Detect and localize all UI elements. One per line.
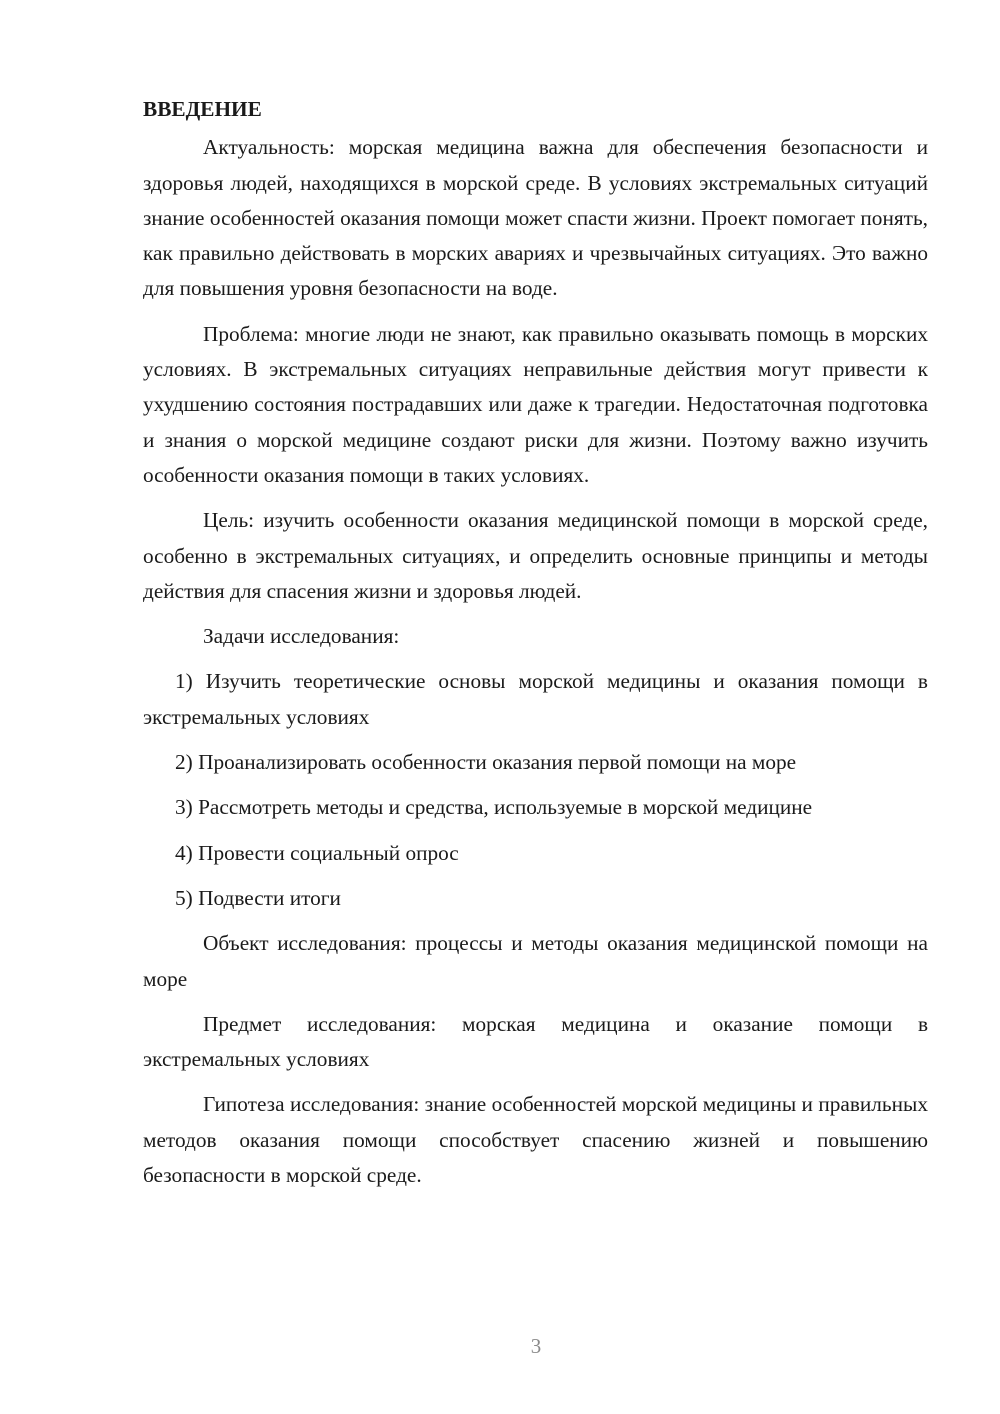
goal-paragraph: Цель: изучить особенности оказания медицинской помощи в морской среде, особенно в экстремальных ситуациях, и определить основные принципы и методы действия для спасения жизни и здоровья людей. xyxy=(143,508,928,603)
list-item: 2) Проанализировать особенности оказания первой помощи на море xyxy=(175,750,797,775)
object-paragraph: Объект исследования: процессы и методы оказания медицинской помощи на море xyxy=(143,931,928,991)
list-item: 1) Изучить теоретические основы морской медицины и оказания помощи в экстремальных условиях xyxy=(143,669,928,729)
tasks-heading: Задачи исследования: xyxy=(203,624,400,649)
tasks-list xyxy=(143,664,928,916)
hypothesis-paragraph: Гипотеза исследования: знание особенностей морской медицины и правильных методов оказания помощи способствует спасению жизней и повышению безопасности в морской среде. xyxy=(143,1092,928,1188)
relevance-paragraph: Актуальность: морская медицина важна для обеспечения безопасности и здоровья людей, находящихся в морской среде. В условиях экстремальных ситуаций знание особенностей оказания помощи может спасти жизни. Проект помогает понять, как правильно действовать в морских авариях и чрезвычайных ситуациях. Это важно для повышения уровня безопасности на воде. xyxy=(143,135,928,301)
subject-paragraph: Предмет исследования: морская медицина и оказание помощи в экстремальных условиях xyxy=(143,1011,928,1072)
list-item: 3) Рассмотреть методы и средства, используемые в морской медицине xyxy=(175,795,813,820)
list-item: 5) Подвести итоги xyxy=(175,885,341,910)
problem-paragraph: Проблема: многие люди не знают, как правильно оказывать помощь в морских условиях. В экстремальных ситуациях неправильные действия могут привести к ухудшению состояния пострадавших или даже к трагедии. Недостаточная подготовка и знания о морской медицине создают риски для жизни. Поэтому важно изучить особенности оказания помощи в таких условиях. xyxy=(143,321,928,487)
page-number: 3 xyxy=(530,1334,542,1358)
list-item: 4) Провести социальный опрос xyxy=(175,840,459,865)
document-page xyxy=(143,92,928,1203)
page-title: ВВЕДЕНИЕ xyxy=(143,97,262,121)
